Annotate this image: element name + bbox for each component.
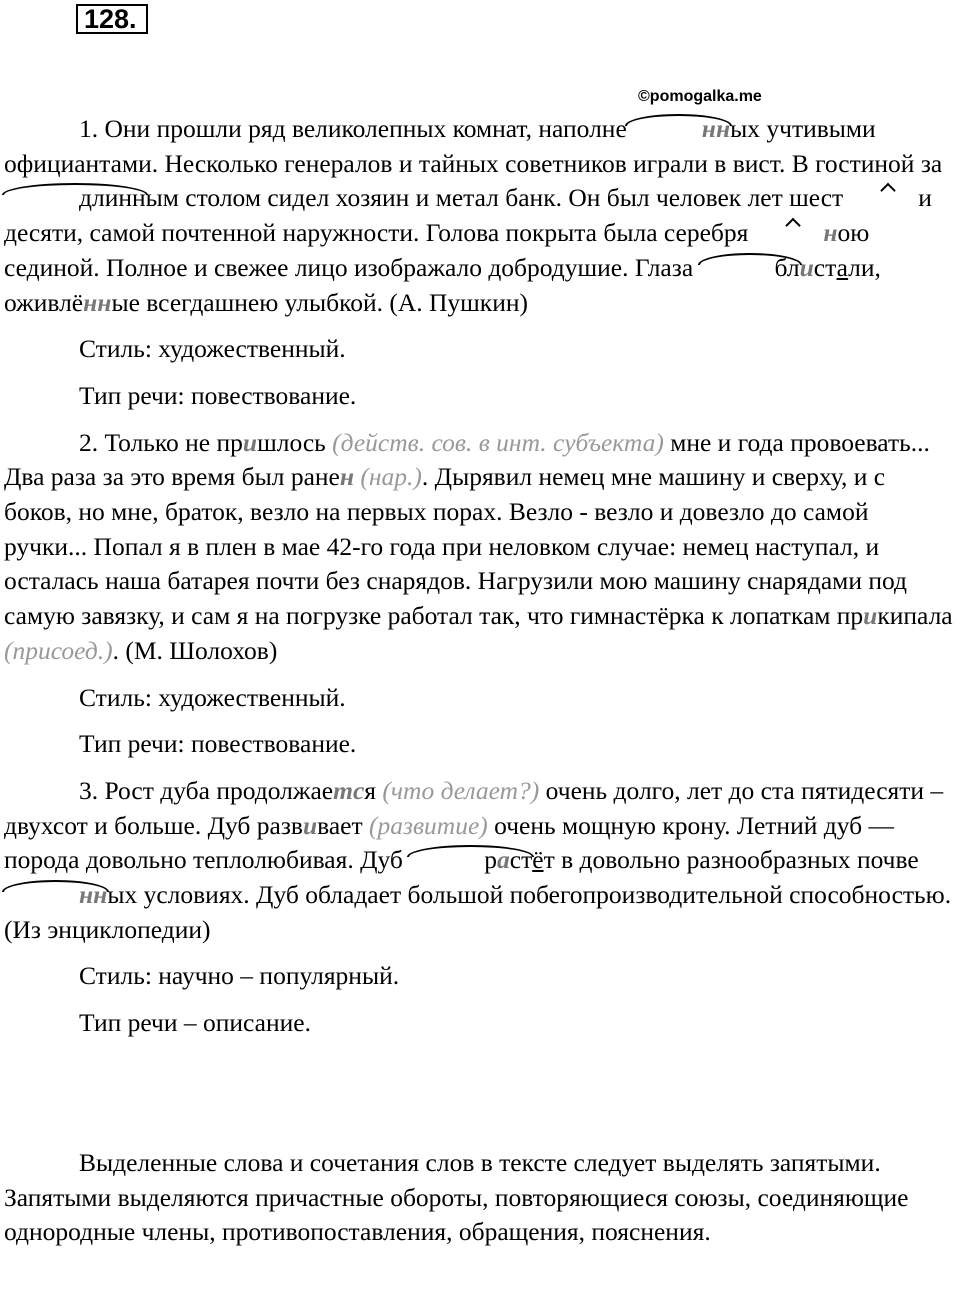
grammar-note: (действ. сов. в инт. субъекта) [332, 427, 664, 457]
grammar-note: (нар.) [360, 462, 422, 492]
text-segment: я [364, 775, 383, 805]
text-2-type: Тип речи: повествование. [79, 729, 357, 759]
text-segment: 1. Они прошли ряд великолепных комнат, наполне [79, 114, 627, 143]
text-segment: ым столом сидел хозяин и метал банк. Он был человек лет шест [145, 183, 844, 213]
text-3-style: Стиль: научно – популярный. [79, 961, 400, 991]
text-segment: ых учтивыми официантами. Несколько генералов и тайных советников играли в вист. В гостиной за [4, 114, 943, 178]
text-segment: очень мощную крону. Летний дуб — порода довольно теплолюбивая. Дуб [4, 810, 894, 875]
grammar-note: (что делает?) [382, 775, 540, 805]
text-segment: шлось [257, 427, 333, 457]
highlighted-letters: нн [627, 112, 730, 147]
grammar-note: (развитие) [369, 810, 488, 840]
text-segment: кипала [877, 601, 953, 631]
text-segment: ст [509, 845, 533, 875]
conclusion-paragraph: Выделенные слова и сочетания слов в тексте следует выделять запятыми. Запятыми выделяются причастные обороты, повторяющиеся союзы, соединяющие однородные члены, противопоставления, обращения, пояснения. [4, 1147, 909, 1247]
text-1-type: Тип речи: повествование. [79, 380, 357, 410]
text-1-paragraph [4, 112, 954, 320]
text-segment: ли, оживлё [4, 252, 881, 317]
text-1-style: Стиль: художественный. [79, 334, 346, 364]
text-segment: . Дырявил немец мне машину и сверху, и с боков, но мне, браток, везло на первых порах. Везло - везло и довезло до самой ручки... Попал я в плен в мае 42-го года при неловком случае: немец наступал, и осталась наша батарея почти без снарядов. Нагрузили мою машину снарядами под самую завязку, и сам я на погрузке работал так, что гимнастёрка к лопаткам пр [4, 462, 907, 631]
exercise-content [4, 112, 954, 1250]
text-segment: р [484, 845, 498, 875]
text-segment: в довольно разнообразных почве [554, 845, 919, 875]
text-segment: т [543, 845, 555, 875]
text-segment: ые всегдашнею улыбкой. (А. Пушкин) [111, 287, 528, 317]
highlighted-letters: нн [4, 878, 107, 913]
text-2-paragraph [4, 426, 954, 669]
text-segment: 2. Только не пр [79, 427, 243, 457]
root-marked-letters: бл [700, 251, 800, 286]
highlighted-letters: н [748, 216, 837, 251]
text-segment: вает [317, 810, 370, 840]
text-segment: ст [813, 252, 837, 282]
watermark: ©pomogalka.me [638, 88, 762, 105]
exercise-number: 128. [76, 4, 148, 34]
text-3-paragraph [4, 774, 954, 948]
highlighted-letters: и [799, 252, 814, 282]
grammar-note: (присоед.) [4, 635, 113, 665]
highlighted-letters: и [242, 427, 258, 457]
text-segment: мне и года провоевать... Два раза за это время был ране [4, 427, 930, 492]
underlined-letter: а [836, 252, 849, 282]
text-segment: ых условиях. Дуб обладает большой побегопроизводительной способностью. (Из энциклопедии) [4, 880, 952, 944]
suffix-marked-letter: и [843, 181, 932, 216]
highlighted-letters: тс [333, 775, 365, 805]
root-marked-word [409, 843, 532, 878]
text-2-style: Стиль: художественный. [79, 682, 346, 712]
highlighted-letters: а [497, 845, 510, 875]
text-segment: очень долго, лет до ста пятидесяти – двухсот и больше. Дуб разв [4, 775, 944, 840]
highlighted-letters: н [339, 462, 355, 492]
highlighted-letters: и [863, 601, 878, 631]
text-segment: десяти, самой почтенной наружности. Голова покрыта была серебря [4, 218, 749, 248]
underlined-letter: ё [532, 845, 544, 875]
text-3-type: Тип речи – описание. [79, 1008, 311, 1038]
root-marked-word: длинн [4, 181, 146, 216]
text-segment: ою сединой. Полное и свежее лицо изображало добродушие. Глаза [4, 218, 870, 282]
highlighted-letters: и [302, 810, 318, 840]
text-segment: . (М. Шолохов) [112, 635, 278, 665]
text-segment: 3. Рост дуба продолжае [79, 775, 334, 805]
highlighted-letters: нн [83, 287, 112, 317]
